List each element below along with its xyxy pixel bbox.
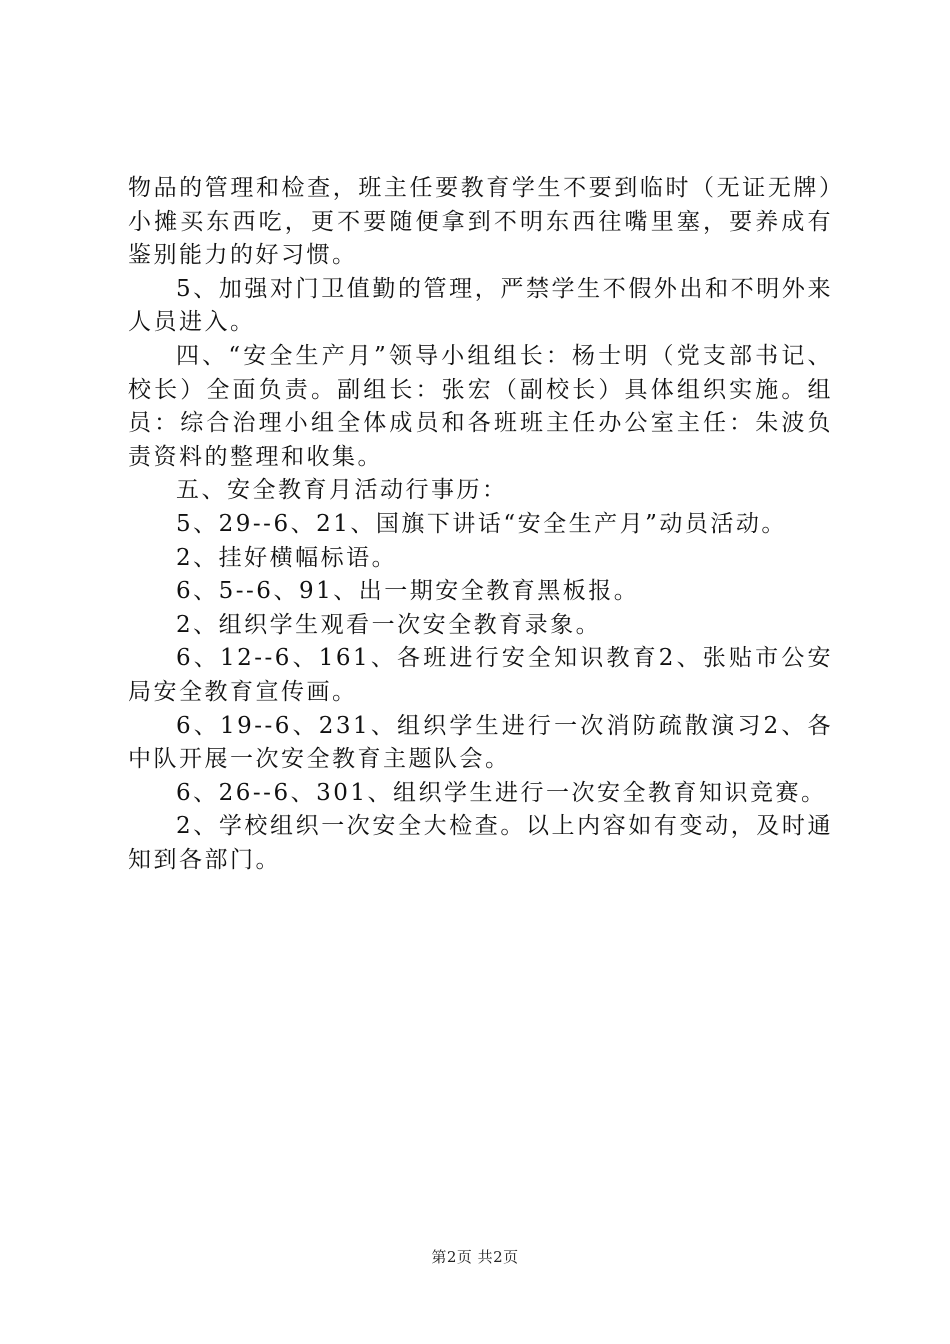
document-body: [128, 172, 833, 877]
paragraph-10: 6、19--6、231、组织学生进行一次消防疏散演习2、各中队开展一次安全教育主题队会。: [128, 712, 833, 773]
paragraph-8: 2、组织学生观看一次安全教育录象。: [176, 611, 602, 638]
paragraph-12: 2、学校组织一次安全大检查。以上内容如有变动，及时通知到各部门。: [128, 813, 833, 873]
paragraph-6: 2、挂好横幅标语。: [176, 544, 398, 571]
paragraph-3: 四、“安全生产月”领导小组组长：杨士明（党支部书记、校长）全面负责。副组长：张宏（副校长）具体组织实施。组员：综合治理小组全体成员和各班班主任办公室主任：朱波负责资料的整理和收集。: [128, 342, 833, 470]
paragraph-2: 5、加强对门卫值勤的管理，严禁学生不假外出和不明外来人员进入。: [128, 275, 833, 336]
paragraph-1: 物品的管理和检查，班主任要教育学生不要到临时（无证无牌）小摊买东西吃，更不要随便拿到不明东西往嘴里塞，要养成有鉴别能力的好习惯。: [128, 175, 833, 269]
paragraph-11: 6、26--6、301、组织学生进行一次安全教育知识竞赛。: [176, 779, 827, 806]
paragraph-5: 5、29--6、21、国旗下讲话“安全生产月”动员活动。: [176, 510, 787, 537]
paragraph-7: 6、5--6、91、出一期安全教育黑板报。: [176, 578, 640, 605]
paragraph-4: 五、安全教育月活动行事历：: [176, 477, 508, 504]
page-number-footer: 第2页 共2页: [431, 1248, 519, 1266]
paragraph-9: 6、12--6、161、各班进行安全知识教育2、张贴市公安局安全教育宣传画。: [128, 645, 833, 705]
